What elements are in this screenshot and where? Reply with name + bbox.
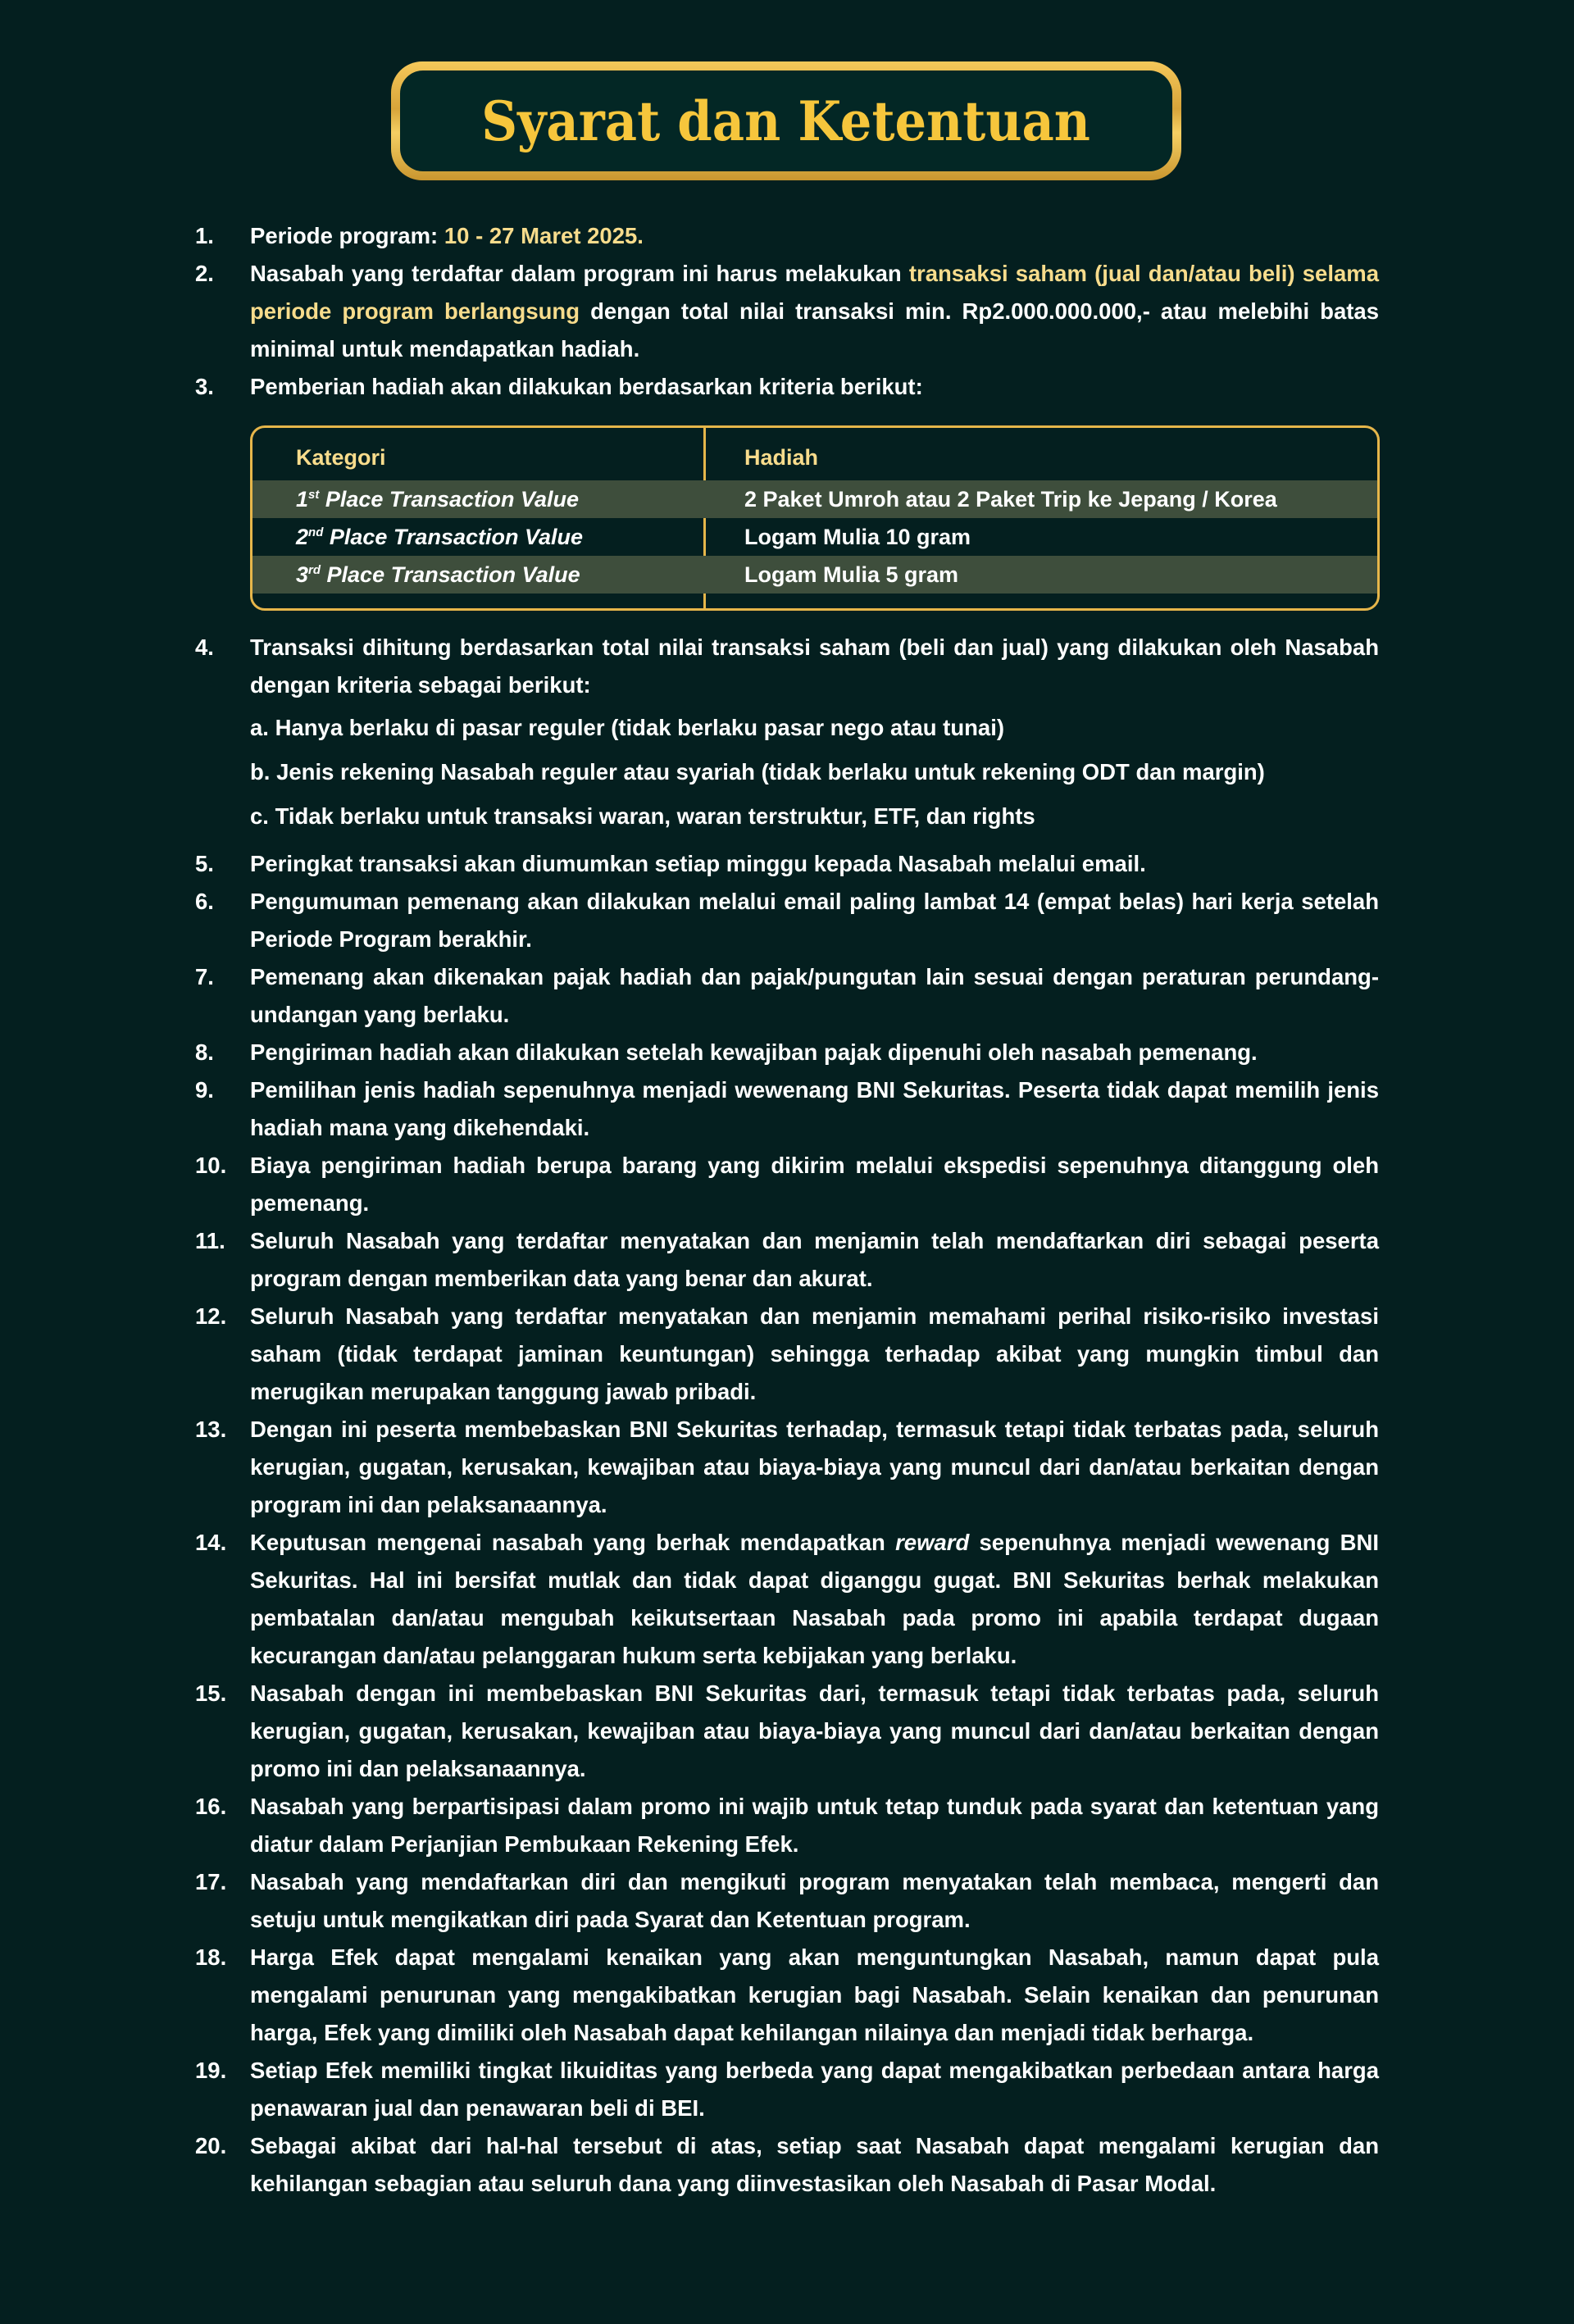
item-text: Seluruh Nasabah yang terdaftar menyatakan dan menjamin memahami perihal risiko-risiko investasi saham (tidak terdapat jaminan keuntungan) sehingga terhadap akibat yang mungkin timbul dan merugikan merupakan tanggung jawab pribadi. — [250, 1303, 1379, 1404]
item-number: 12. — [195, 1303, 227, 1329]
item-text: Sebagai akibat dari hal-hal tersebut di atas, setiap saat Nasabah dapat mengalami kerugian dan kehilangan sebagian atau seluruh dana yang diinvestasikan oleh Nasabah di Pasar Modal. — [250, 2133, 1379, 2196]
item-number: 10. — [195, 1153, 227, 1178]
item-text: Pemberian hadiah akan dilakukan berdasarkan kriteria berikut: — [250, 374, 923, 399]
category-label: Place Transaction Value — [321, 562, 580, 587]
header-kategori: Kategori — [296, 444, 386, 470]
item-text: Nasabah yang mendaftarkan diri dan mengikuti program menyatakan telah membaca, mengerti dan setuju untuk mengikatkan diri pada Syarat dan Ketentuan program. — [250, 1869, 1379, 1932]
item-text: Pengiriman hadiah akan dilakukan setelah kewajiban pajak dipenuhi oleh nasabah pemenang. — [250, 1039, 1258, 1065]
rank-number: 2 — [296, 524, 309, 549]
prize-cell: Logam Mulia 5 gram — [744, 562, 959, 587]
list-item — [195, 1411, 1379, 1524]
item-number: 16. — [195, 1794, 227, 1819]
rank-number: 1 — [296, 486, 309, 512]
item-text: Peringkat transaksi akan diumumkan setiap minggu kepada Nasabah melalui email. — [250, 851, 1146, 876]
item-text: Nasabah yang berpartisipasi dalam promo ini wajib untuk tetap tunduk pada syarat dan ketentuan yang diatur dalam Perjanjian Pembukaan Rekening Efek. — [250, 1794, 1379, 1857]
list-item — [195, 2127, 1379, 2203]
rank-suffix: st — [308, 487, 320, 502]
table-row — [252, 518, 1377, 556]
list-item — [195, 217, 1379, 255]
item-number: 18. — [195, 1944, 227, 1970]
item-text: Dengan ini peserta membebaskan BNI Sekuritas terhadap, termasuk tetapi tidak terbatas pada, seluruh kerugian, gugatan, kerusakan, kewajiban atau biaya-biaya yang muncul dari dan/atau berkaitan dengan program ini dan pelaksanaannya. — [250, 1417, 1379, 1517]
list-item — [195, 255, 1379, 368]
item-number: 3. — [195, 374, 214, 399]
item-number: 11. — [195, 1228, 225, 1253]
item-text-plain: sepenuhnya menjadi wewenang BNI Sekuritas. Hal ini bersifat mutlak dan tidak dapat diganggu gugat. BNI Sekuritas berhak melakukan pembatalan dan/atau mengubah keikutsertaan Nasabah pada promo ini apabila terdapat dugaan kecurangan dan/atau pelanggaran hukum serta kebijakan yang berlaku. — [250, 1530, 1379, 1668]
list-item — [195, 1298, 1379, 1411]
table-row — [252, 480, 1377, 518]
item-text-plain: dengan total nilai transaksi min. Rp2.000.000.000,- atau melebihi batas minimal untuk mendapatkan hadiah. — [250, 298, 1379, 362]
item-text-plain: Keputusan mengenai nasabah yang berhak mendapatkan — [250, 1530, 896, 1555]
rank-number: 3 — [296, 562, 309, 587]
list-item — [195, 2052, 1379, 2127]
prize-cell: 2 Paket Umroh atau 2 Paket Trip ke Jepang / Korea — [744, 486, 1277, 512]
list-item — [195, 1524, 1379, 1675]
list-item — [195, 1222, 1379, 1298]
prize-table — [250, 425, 1380, 611]
item-number: 15. — [195, 1680, 227, 1706]
item-text: Seluruh Nasabah yang terdaftar menyatakan dan menjamin telah mendaftarkan diri sebagai peserta program dengan memberikan data yang benar dan akurat. — [250, 1228, 1379, 1291]
header-hadiah: Hadiah — [744, 444, 819, 470]
item-number: 2. — [195, 261, 214, 286]
item-text: Pengumuman pemenang akan dilakukan melalui email paling lambat 14 (empat belas) hari kerja setelah Periode Program berakhir. — [250, 889, 1379, 952]
list-item — [195, 845, 1379, 883]
item-text-highlight: transaksi saham (jual dan/atau beli) selama periode program berlangsung — [250, 261, 1379, 324]
list-item — [195, 1147, 1379, 1222]
item-text — [250, 217, 1379, 255]
list-item — [195, 629, 1379, 704]
item-text: Pemenang akan dikenakan pajak hadiah dan pajak/pungutan lain sesuai dengan peraturan perundang-undangan yang berlaku. — [250, 964, 1379, 1027]
list-item — [195, 883, 1379, 958]
list-item — [195, 1071, 1379, 1147]
sub-item: c. Tidak berlaku untuk transaksi waran, waran terstruktur, ETF, dan rights — [250, 803, 1035, 829]
title-banner — [391, 61, 1181, 180]
item-number: 20. — [195, 2133, 227, 2158]
list-item — [195, 1863, 1379, 1939]
item-number: 8. — [195, 1039, 214, 1065]
item-text-highlight: 10 - 27 Maret 2025. — [444, 223, 644, 248]
list-item — [195, 368, 1379, 406]
item-text — [250, 255, 1379, 368]
page-title: Syarat dan Ketentuan — [481, 89, 1091, 153]
sub-item: b. Jenis rekening Nasabah reguler atau syariah (tidak berlaku untuk rekening ODT dan margin) — [250, 759, 1265, 785]
prize-cell: Logam Mulia 10 gram — [744, 524, 971, 549]
item-number: 17. — [195, 1869, 227, 1894]
table-row — [252, 556, 1377, 594]
item-number: 19. — [195, 2058, 227, 2083]
item-number: 6. — [195, 889, 214, 914]
item-number: 7. — [195, 964, 214, 989]
table-header-row — [252, 428, 1377, 480]
item-text: Setiap Efek memiliki tingkat likuiditas yang berbeda yang dapat mengakibatkan perbedaan antara harga penawaran jual dan penawaran beli di BEI. — [250, 2058, 1379, 2121]
item-text-plain: Periode program: — [250, 223, 444, 248]
item-text: Nasabah dengan ini membebaskan BNI Sekuritas dari, termasuk tetapi tidak terbatas pada, seluruh kerugian, gugatan, kerusakan, kewajiban atau biaya-biaya yang muncul dari dan/atau berkaitan dengan promo ini dan pelaksanaannya. — [250, 1680, 1379, 1781]
item-text — [250, 1524, 1379, 1675]
item-text-italic: reward — [895, 1530, 970, 1555]
item-number: 5. — [195, 851, 214, 876]
item-text-plain: Nasabah yang terdaftar dalam program ini harus melakukan — [250, 261, 909, 286]
title-banner-inner — [400, 70, 1172, 171]
category-cell — [252, 525, 703, 550]
terms-list — [195, 217, 1379, 2203]
list-item — [195, 1788, 1379, 1863]
item-text: Transaksi dihitung berdasarkan total nilai transaksi saham (beli dan jual) yang dilakukan oleh Nasabah dengan kriteria sebagai berikut: — [250, 634, 1379, 698]
rank-suffix: nd — [308, 525, 324, 539]
item-number: 9. — [195, 1077, 214, 1103]
item-text: Harga Efek dapat mengalami kenaikan yang akan menguntungkan Nasabah, namun dapat pula mengalami penurunan yang mengakibatkan kerugian bagi Nasabah. Selain kenaikan dan penurunan harga, Efek yang dimiliki oleh Nasabah dapat kehilangan nilainya dan menjadi tidak berharga. — [250, 1944, 1379, 2045]
list-item — [195, 1034, 1379, 1071]
item-number: 13. — [195, 1417, 227, 1442]
list-item — [195, 958, 1379, 1034]
item-number: 4. — [195, 634, 214, 660]
list-item — [195, 1675, 1379, 1788]
category-cell — [252, 487, 703, 512]
sub-list — [195, 706, 1379, 839]
list-item — [195, 1939, 1379, 2052]
category-label: Place Transaction Value — [319, 486, 580, 512]
item-text: Biaya pengiriman hadiah berupa barang yang dikirim melalui ekspedisi sepenuhnya ditanggung oleh pemenang. — [250, 1153, 1379, 1216]
rank-suffix: rd — [308, 562, 321, 577]
category-label: Place Transaction Value — [323, 524, 584, 549]
category-cell — [252, 562, 703, 588]
item-number: 1. — [195, 223, 214, 248]
item-number: 14. — [195, 1530, 227, 1555]
sub-item: a. Hanya berlaku di pasar reguler (tidak berlaku pasar nego atau tunai) — [250, 715, 1005, 740]
item-text: Pemilihan jenis hadiah sepenuhnya menjadi wewenang BNI Sekuritas. Peserta tidak dapat memilih jenis hadiah mana yang dikehendaki. — [250, 1077, 1379, 1140]
